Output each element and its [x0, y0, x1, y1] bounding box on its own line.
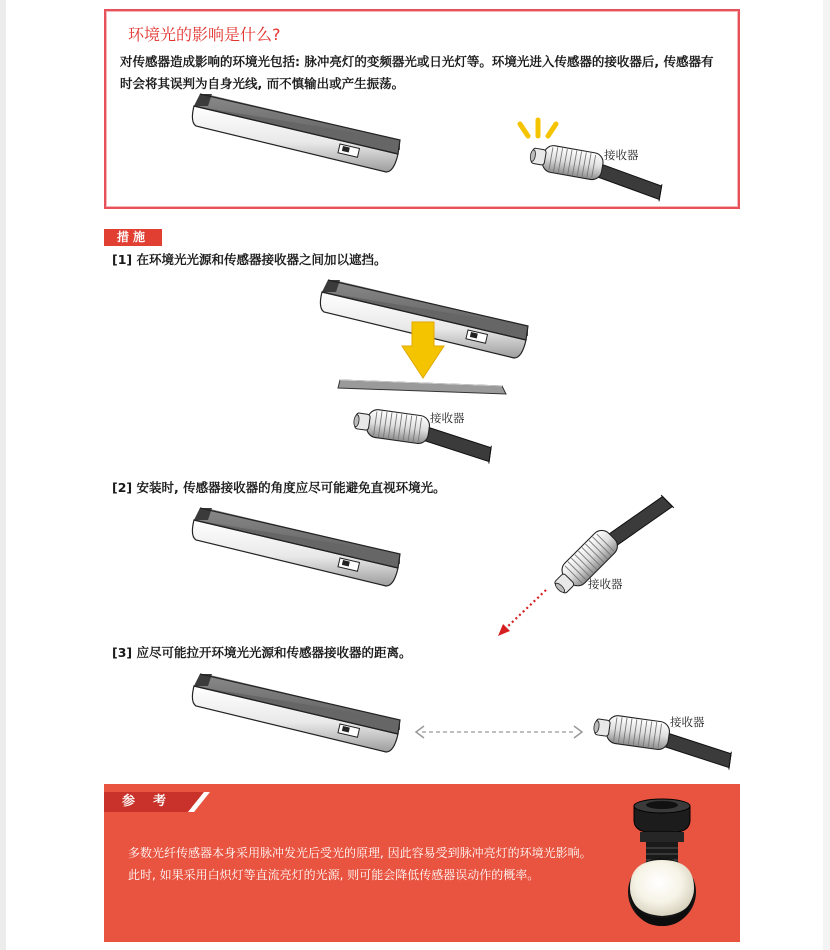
fiber-receiver-icon: [592, 718, 732, 766]
step-2-text: [2] 安装时, 传感器接收器的角度应尽可能避免直视环境光。: [112, 480, 446, 495]
receiver-label: 接收器: [604, 148, 639, 162]
down-arrow-icon: [402, 322, 444, 378]
reference-tag: 参考: [122, 794, 185, 809]
reference-text: 多数光纤传感器本身采用脉冲发光后受光的原理, 因此容易受到脉冲亮灯的环境光影响。此时, 如果采用白炽灯等直流亮灯的光源, 则可能会降低传感器误动作的概率。: [128, 846, 592, 882]
intro-title: 环境光的影响是什么?: [128, 25, 281, 44]
shield-plate-icon: [338, 378, 508, 398]
fluorescent-lamp-icon: [190, 672, 405, 758]
fluorescent-lamp-icon: [190, 92, 405, 178]
intro-text: 对传感器造成影响的环境光包括: 脉冲亮灯的变频器光或日光灯等。环境光进入传感器的接收器后, 传感器有时会将其误判为自身光线, 而不慎输出或产生振荡。: [120, 54, 714, 91]
glare-icon: [514, 118, 564, 144]
receiver-label: 接收器: [430, 411, 465, 425]
fluorescent-lamp-icon: [190, 506, 405, 592]
step-3-text: [3] 应尽可能拉开环境光光源和传感器接收器的距离。: [112, 645, 412, 660]
receiver-label: 接收器: [588, 577, 623, 591]
step-1-text: [1] 在环境光光源和传感器接收器之间加以遮挡。: [112, 252, 387, 267]
measures-tag: 措施: [104, 229, 162, 246]
page-left-margin: [0, 0, 6, 950]
fiber-receiver-icon: [528, 150, 663, 195]
dotted-arrow-icon: [494, 588, 550, 640]
page-right-margin: [823, 0, 830, 950]
fiber-receiver-icon: [352, 412, 492, 460]
incandescent-bulb-icon: [624, 796, 700, 930]
double-arrow-icon: [414, 724, 584, 740]
receiver-label: 接收器: [670, 715, 705, 729]
